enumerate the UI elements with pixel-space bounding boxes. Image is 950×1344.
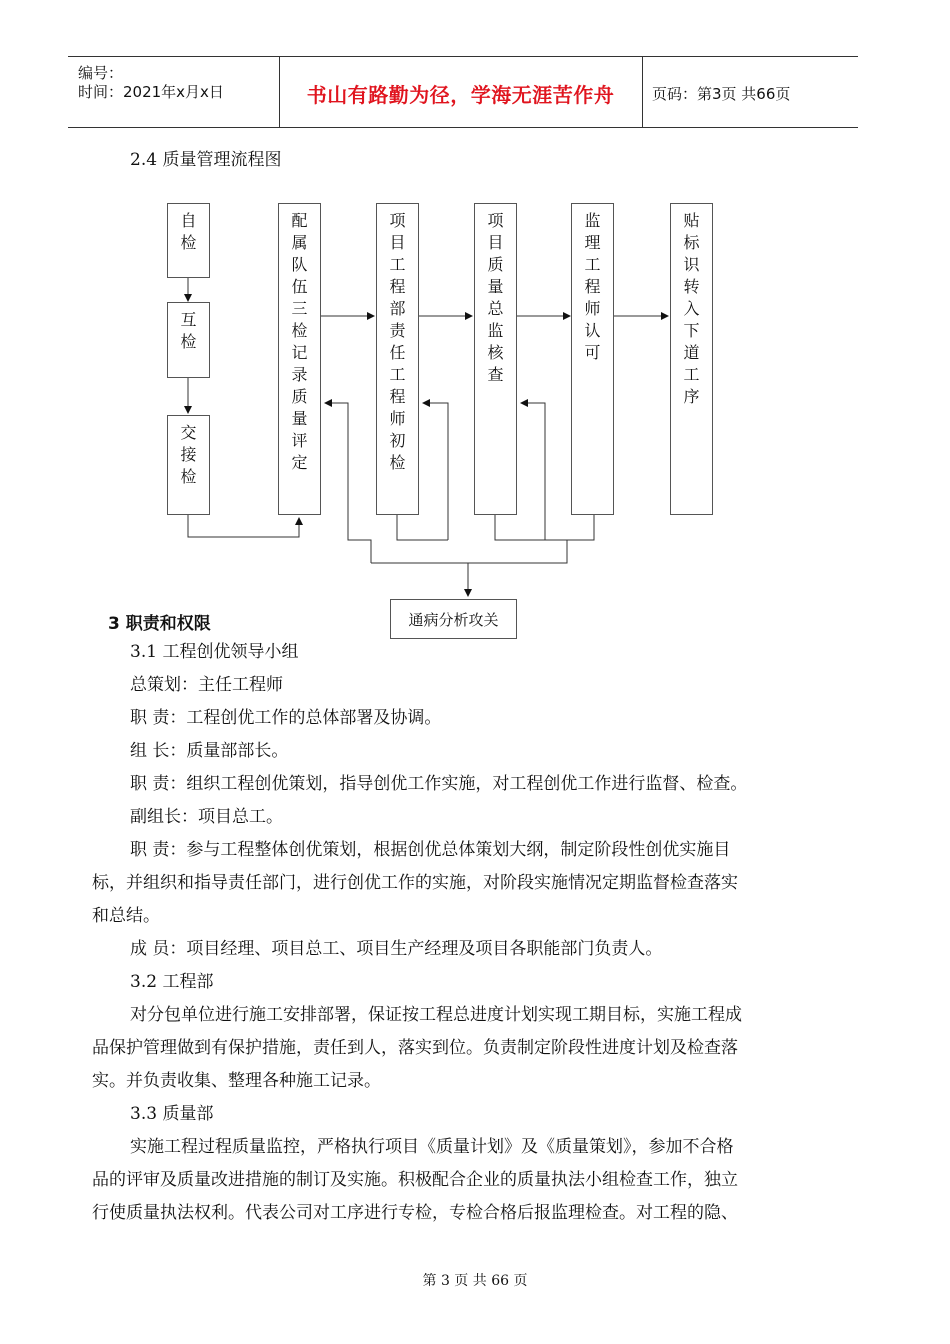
page-footer: 第 3 页 共 66 页 [422, 1273, 528, 1289]
para-3-2-line-3: 实。并负责收集、整理各种施工记录。 [92, 1071, 381, 1091]
document-code-label: 编号： [78, 64, 124, 82]
arrow-handover-to-team [188, 515, 299, 537]
section-3-3-heading: 3.3 质量部 [130, 1104, 214, 1124]
para-3-3-line-3: 行使质量执法权利。代表公司对工序进行专检，专检合格后报监理检查。对工程的隐、 [92, 1203, 738, 1223]
flow-box-team-record [278, 203, 321, 515]
feedback-to-quality [521, 403, 545, 540]
flow-text-mutual-check: 互 检 [180, 310, 197, 351]
feedback-to-engineer [423, 403, 448, 540]
flow-text-next-process: 贴 标 识 转 入 下 道 工 序 [683, 211, 700, 406]
flow-text-team-record: 配 属 队 伍 三 检 记 录 质 量 评 定 [291, 211, 308, 472]
flow-text-common-defect: 通病分析攻关 [408, 611, 499, 629]
para-3-2-line-1: 对分包单位进行施工安排部署，保证按工程总进度计划实现工期目标，实施工程成 [130, 1005, 742, 1025]
flow-box-self-check [167, 203, 210, 278]
flow-text-engineer-initial: 项 目 工 程 部 责 任 工 程 师 初 检 [389, 211, 406, 472]
flow-text-quality-check: 项 目 质 量 总 监 核 查 [487, 211, 504, 384]
flow-text-handover-check: 交 接 检 [180, 423, 197, 486]
document-time-label: 时间：2021年x月x日 [78, 83, 224, 101]
planner-line: 总策划：主任工程师 [130, 675, 283, 695]
para-3-3-line-2: 品的评审及质量改进措施的制订及实施。积极配合企业的质量执法小组检查工作，独立 [92, 1170, 738, 1190]
leader-line: 组 长：质量部部长。 [130, 741, 289, 761]
flowchart-title: 2.4 质量管理流程图 [130, 150, 282, 170]
flow-box-engineer-initial [376, 203, 419, 515]
flow-box-mutual-check [167, 302, 210, 378]
duty-3-line-1: 职 责：参与工程整体创优策划，根据创优总体策划大纲，制定阶段性创优实施目 [130, 840, 731, 860]
duty-line-2: 职 责：组织工程创优策划，指导创优工作实施，对工程创优工作进行监督、检查。 [130, 774, 748, 794]
vice-leader-line: 副组长：项目总工。 [130, 807, 283, 827]
flow-box-supervisor-approve [571, 203, 614, 515]
flow-box-quality-check [474, 203, 517, 515]
merge-bus [371, 540, 567, 563]
section-3-title: 3 职责和权限 [108, 614, 211, 634]
header-page-number: 页码：第3页 共66页 [652, 85, 791, 103]
header-motto: 书山有路勤为径，学海无涯苦作舟 [306, 83, 615, 107]
flow-text-supervisor-approve: 监 理 工 程 师 认 可 [584, 211, 601, 362]
members-line: 成 员：项目经理、项目总工、项目生产经理及项目各职能部门负责人。 [130, 939, 663, 959]
flow-box-handover-check [167, 415, 210, 515]
para-3-3-line-1: 实施工程过程质量监控，严格执行项目《质量计划》及《质量策划》，参加不合格 [130, 1137, 734, 1157]
duty-3-line-3: 和总结。 [92, 906, 160, 926]
duty-3-line-2: 标，并组织和指导责任部门，进行创优工作的实施，对阶段实施情况定期监督检查落实 [92, 873, 738, 893]
para-3-2-line-2: 品保护管理做到有保护措施，责任到人，落实到位。负责制定阶段性进度计划及检查落 [92, 1038, 738, 1058]
feedback-to-team [325, 403, 371, 563]
duty-line-1: 职 责：工程创优工作的总体部署及协调。 [130, 708, 442, 728]
flow-box-common-defect [390, 599, 517, 639]
flow-text-self-check: 自 检 [180, 211, 197, 252]
section-3-2-heading: 3.2 工程部 [130, 972, 214, 992]
section-3-1-heading: 3.1 工程创优领导小组 [130, 642, 299, 662]
flow-box-next-process [670, 203, 713, 515]
merge-from-engineer [397, 515, 448, 540]
